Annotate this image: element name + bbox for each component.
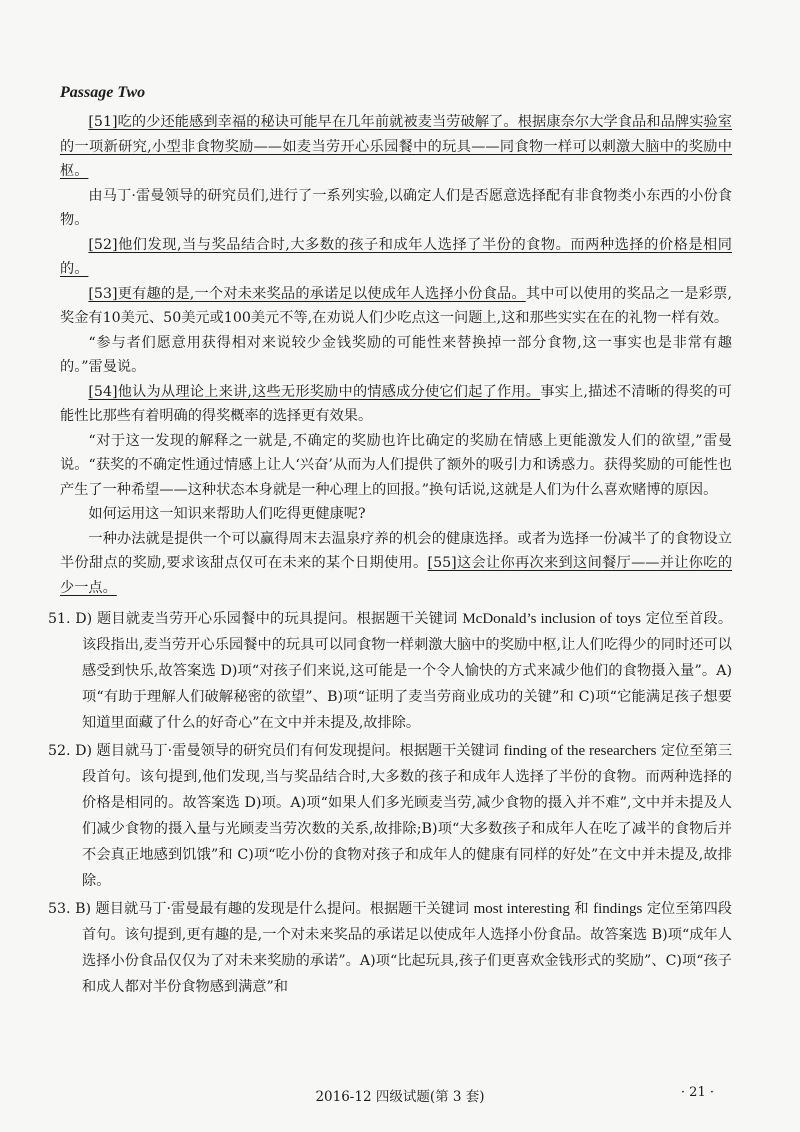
passage-heading: Passage Two — [60, 84, 146, 101]
paragraph-4-rest: 其中可以使用的奖品之一是彩票,奖金有10美元、50美元或100美元不等,在劝说人们少吃点这一问题上,这和那些实实在在的礼物一样有效。 — [60, 285, 732, 326]
underlined-answer-53: [53]更有趣的是,一个对未来奖品的承诺足以使成年人选择小份食品。 — [88, 285, 526, 302]
paragraph-2: 由马丁·雷曼领导的研究员们,进行了一系列实验,以确定人们是否愿意选择配有非食物类小东西的小份食物。 — [60, 187, 732, 228]
underlined-answer-52: [52]他们发现,当与奖品结合时,大多数的孩子和成年人选择了半份的食物。而两种选择的价格是相同的。 — [60, 236, 732, 277]
paragraph-4 — [60, 282, 732, 331]
paragraph-9-text: 一种办法就是提供一个可以赢得周末去温泉疗养的机会的健康选择。或者为选择一份减半了的食物设立半份甜点的奖励,要求该甜点仅可在未来的某个日期使用。 — [60, 530, 732, 571]
paragraph-6-rest: 事实上,描述不清晰的得奖的可能性比那些有着明确的得奖概率的选择更有效果。 — [60, 383, 732, 424]
paragraph-7: “对于这一发现的解释之一就是,不确定的奖励也许比确定的奖励在情感上更能激发人们的欲望,”雷曼说。“获奖的不确定性通过情感上让人‘兴奋’从而为人们提供了额外的吸引力和诱惑力。获得奖励的可能性也产生了一种希望——这种状态本身就是一种心理上的回报。”换句话说,这就是人们为什么喜欢赌博的原因。 — [60, 432, 732, 498]
answer-51: 51. D) 题目就麦当劳开心乐园餐中的玩具提问。根据题干关键词 McDonald’s inclusion of toys 定位至首段。该段指出,麦当劳开心乐园餐中的玩具可以同食物一样刺激大脑中的奖励中枢,让人们吃得少的同时还可以感受到快乐,故答案选 D)项“对孩子们来说,这可能是一个令人愉快的方式来减少他们的食物摄入量”。A)项“有助于理解人们破解秘密的欲望”、B)项“证明了麦当劳商业成功的关键”和 C)项“它能满足孩子想要知道里面藏了什么的好奇心”在文中并未提及,故排除。 — [48, 611, 733, 731]
page-number: · 21 · — [680, 1085, 714, 1100]
paragraph-6 — [60, 380, 732, 429]
footer-title: 2016-12 四级试题(第 3 套) — [315, 1089, 485, 1105]
document-page — [48, 84, 733, 1000]
answer-53: 53. B) 题目就马丁·雷曼最有趣的发现是什么提问。根据题干关键词 most interesting 和 findings 定位至第四段首句。该句提到,更有趣的是,一个对未来奖品的承诺足以使成年人选择小份食品。故答案选 B)项“成年人选择小份食品仅仅为了对未来奖励的承诺”。A)项“比起玩具,孩子们更喜欢金钱形式的奖励”、C)项“孩子和成人都对半份食物感到满意”和 — [48, 901, 732, 995]
paragraph-3 — [60, 233, 732, 282]
paragraph-1 — [60, 110, 732, 184]
underlined-answer-55: [55]这会让你再次来到这间餐厅——并让你吃的少一点。 — [60, 555, 733, 596]
paragraph-9 — [60, 527, 732, 601]
underlined-answer-54: [54]他认为从理论上来讲,这些无形奖励中的情感成分使它们起了作用。 — [88, 383, 541, 400]
answer-52: 52. D) 题目就马丁·雷曼领导的研究员们有何发现提问。根据题干关键词 finding of the researchers 定位至第三段首句。该句提到,他们发现,当与奖品结合时,大多数的孩子和成年人选择了半份的食物。而两种选择的价格是相同的。故答案选 D)项。A)项“如果人们多光顾麦当劳,减少食物的摄入并不难”,文中并未提及人们减少食物的摄入量与光顾麦当劳次数的关系,故排除;B)项“大多数孩子和成年人在吃了减半的食物后并不会真正地感到饥饿”和 C)项“吃小份的食物对孩子和成年人的健康有同样的好处”在文中并未提及,故排除。 — [48, 743, 733, 889]
underlined-answer-51: [51]吃的少还能感到幸福的秘诀可能早在几年前就被麦当劳破解了。根据康奈尔大学食品和品牌实验室的一项新研究,小型非食物奖励——如麦当劳开心乐园餐中的玩具——同食物一样可以刺激大脑中的奖励中枢。 — [60, 114, 732, 179]
paragraph-5: “参与者们愿意用获得相对来说较少金钱奖励的可能性来替换掉一部分食物,这一事实也是非常有趣的。”雷曼说。 — [60, 334, 732, 375]
paragraph-8: 如何运用这一知识来帮助人们吃得更健康呢? — [88, 506, 366, 522]
